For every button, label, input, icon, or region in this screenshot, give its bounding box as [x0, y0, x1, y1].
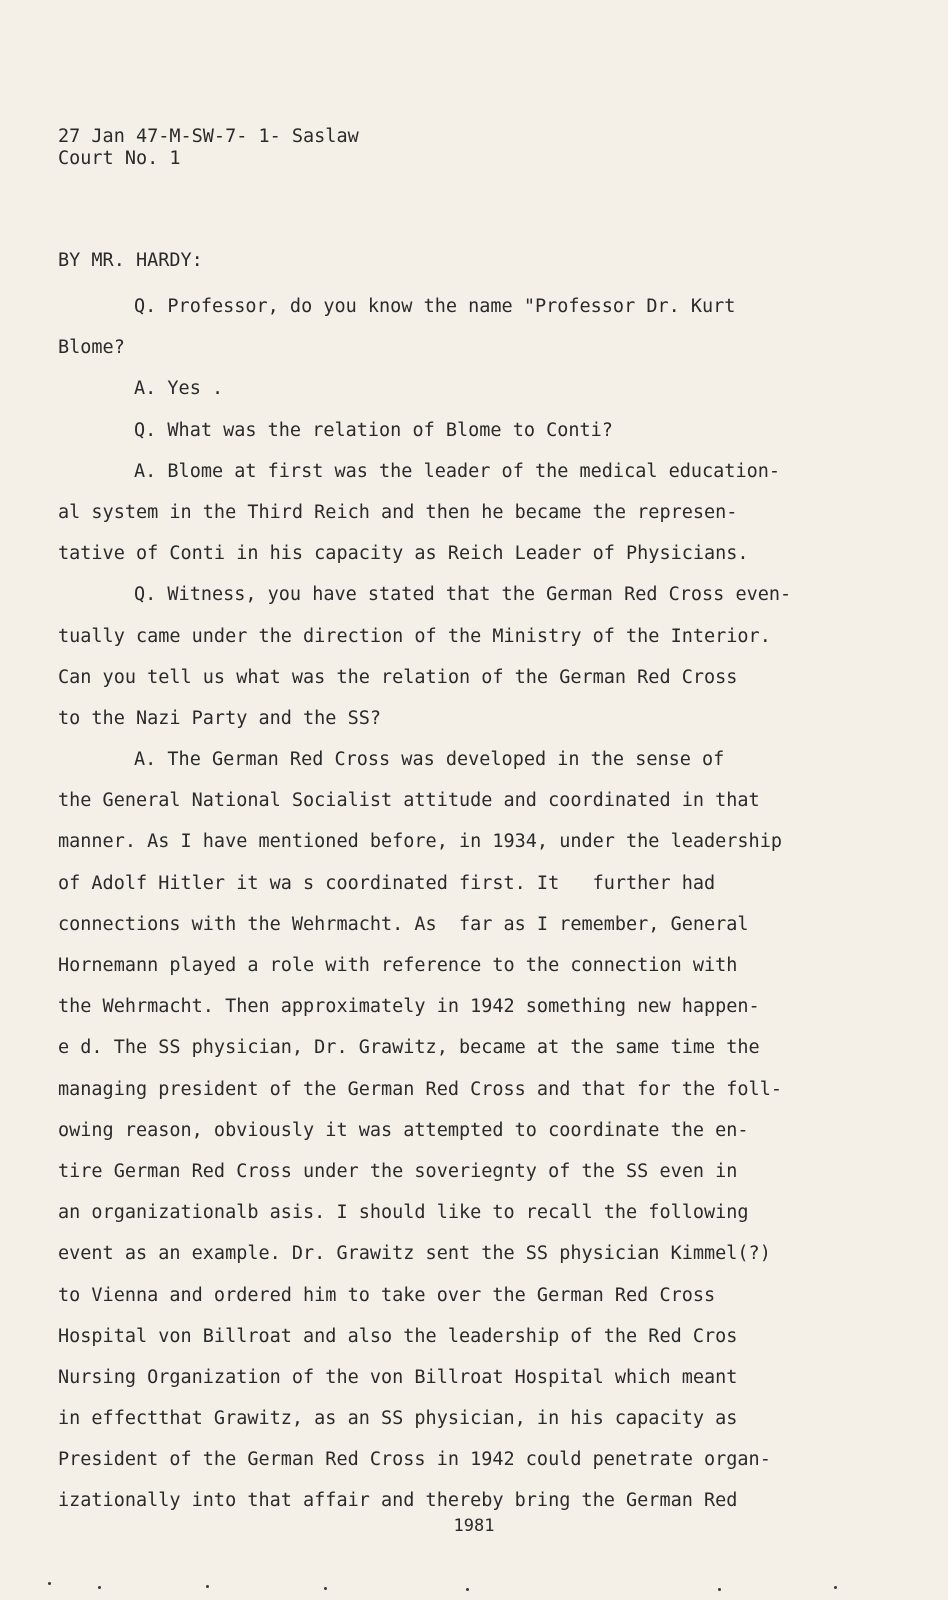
transcript-line: Nursing Organization of the von Billroat Hospital which meant: [58, 1366, 738, 1388]
transcript-line: of Adolf Hitler it wa s coordinated first. It further had: [58, 872, 716, 894]
transcript-line: event as an example. Dr. Grawitz sent the SS physician Kimmel(?): [58, 1243, 771, 1265]
transcript-line: the Wehrmacht. Then approximately in 1942 something new happen-: [58, 996, 760, 1018]
transcript-line: managing president of the German Red Cross and that for the foll-: [58, 1078, 782, 1100]
transcript-line: in effectthat Grawitz, as an SS physician, in his capacity as: [58, 1408, 738, 1430]
transcript-line: A. Yes .: [134, 378, 224, 400]
transcript-line: Hospital von Billroat and also the leadership of the Red Cros: [58, 1325, 738, 1347]
transcript-line: tative of Conti in his capacity as Reich Leader of Physicians.: [58, 543, 749, 565]
transcript-line: Hornemann played a role with reference to the connection with: [58, 955, 738, 976]
transcript-line: al system in the Third Reich and then he became the represen-: [58, 501, 738, 523]
transcript-line: connections with the Wehrmacht. As far as I remember, General: [58, 913, 749, 935]
margin-mark: [48, 1582, 51, 1585]
transcript-line: to Vienna and ordered him to take over the German Red Cross: [58, 1284, 716, 1306]
transcript-line: manner. As I have mentioned before, in 1934, under the leadership: [58, 831, 782, 853]
transcript-line: to the Nazi Party and the SS?: [58, 707, 382, 729]
margin-mark: [206, 1585, 209, 1588]
speaker-label: BY MR. HARDY:: [58, 250, 203, 271]
transcript-line: President of the German Red Cross in 1942 could penetrate organ-: [58, 1449, 771, 1471]
transcript-line: A. Blome at first was the leader of the medical education-: [134, 460, 781, 482]
margin-mark: [98, 1586, 101, 1589]
margin-mark: [718, 1588, 721, 1591]
transcript-line: tire German Red Cross under the soveriegnty of the SS even in: [58, 1160, 738, 1182]
transcript-line: A. The German Red Cross was developed in the sense of: [134, 749, 725, 771]
page-number: 1981: [453, 1516, 495, 1536]
transcript-line: Q. What was the relation of Blome to Conti?: [134, 419, 613, 441]
transcript-line: Can you tell us what was the relation of the German Red Cross: [58, 666, 738, 688]
header-reference: 27 Jan 47-M-SW-7- 1- Saslaw: [58, 126, 359, 147]
document-header: [58, 126, 359, 170]
transcript-line: the General National Socialist attitude and coordinated in that: [58, 790, 760, 812]
transcript-line: tually came under the direction of the Ministry of the Interior.: [58, 625, 771, 647]
margin-mark: [324, 1587, 327, 1590]
transcript-body: [58, 286, 858, 1522]
court-number: Court No. 1: [58, 148, 181, 169]
transcript-line: Q. Professor, do you know the name "Professor Dr. Kurt: [134, 296, 736, 317]
transcript-line: Blome?: [58, 337, 125, 359]
transcript-line: e d. The SS physician, Dr. Grawitz, became at the same time the: [58, 1037, 760, 1059]
margin-mark: [834, 1586, 837, 1589]
transcript-line: izationally into that affair and thereby bring the German Red: [58, 1490, 738, 1512]
transcript-line: an organizationalb asis. I should like to recall the following: [58, 1202, 749, 1224]
transcript-line: owing reason, obviously it was attempted to coordinate the en-: [58, 1119, 749, 1141]
transcript-line: Q. Witness, you have stated that the German Red Cross even-: [134, 584, 792, 606]
margin-mark: [466, 1588, 469, 1591]
